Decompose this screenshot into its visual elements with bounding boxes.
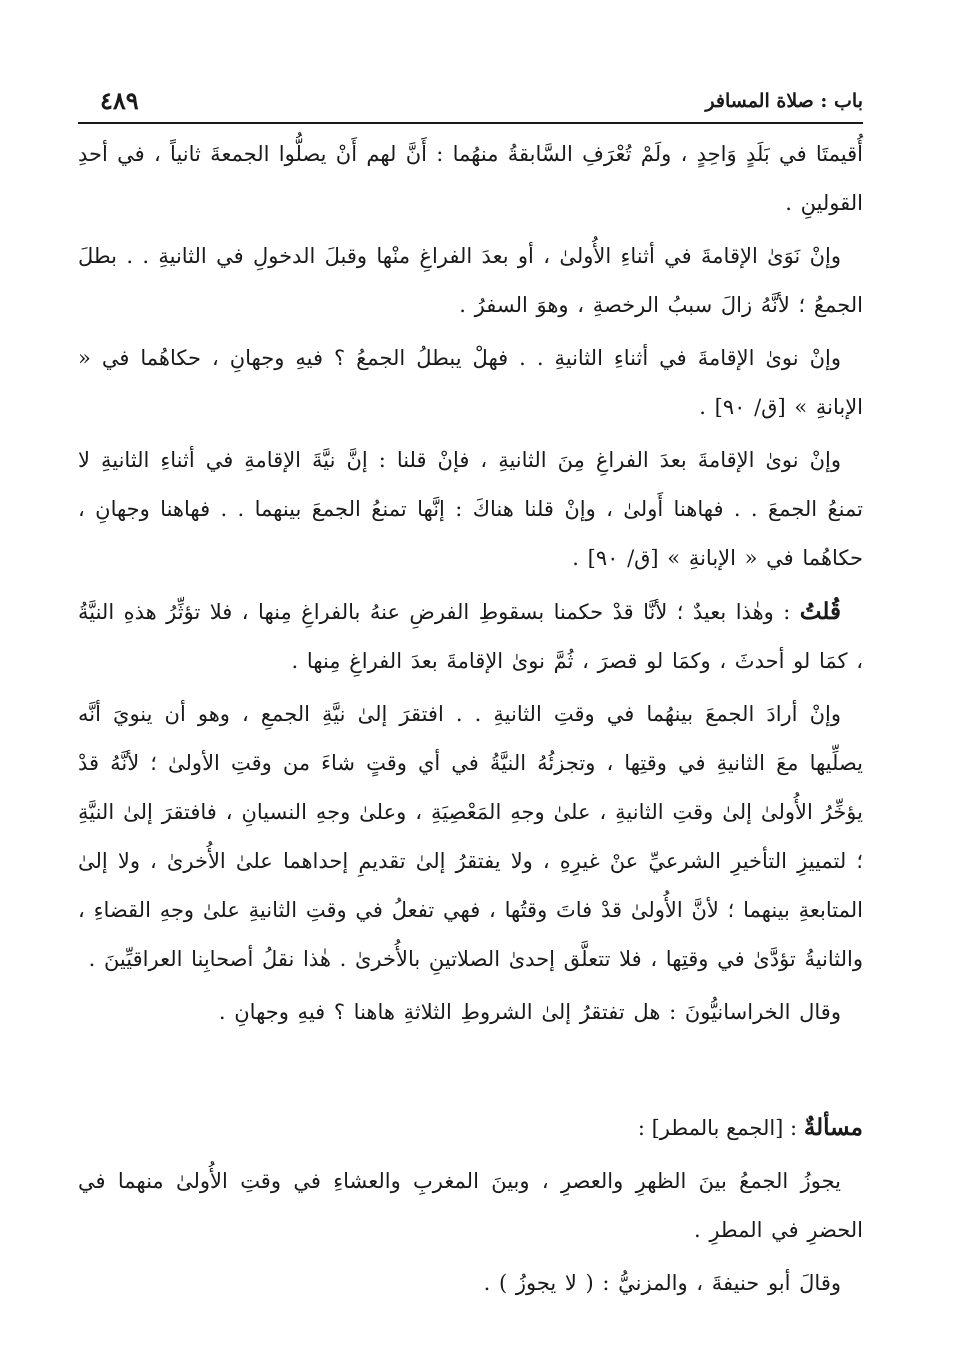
masala-label: مسألةٌ: [803, 1114, 863, 1141]
paragraph: وإنْ نوىٰ الإقامةَ بعدَ الفراغِ مِنَ الثانيةِ ، فإنْ قلنا : إنَّ نيَّةَ الإقامةِ في أثناءِ الثانيةِ لا تمنعُ الجمعَ . . فهاهنا أَولىٰ ، وإنْ قلنا هناكَ : إنَّها تمنعُ الجمعَ بينهما . . فهاهنا وجهانِ ، حكاهُما في « الإبانةِ » [ق/ ٩٠] .: [78, 448, 863, 570]
masala-title: : [الجمع بالمطر] :: [637, 1116, 798, 1140]
paragraph: يجوزُ الجمعُ بينَ الظهرِ والعصرِ ، وبينَ المغربِ والعشاءِ في وقتِ الأُولىٰ منهما في الحضرِ في المطرِ .: [78, 1169, 863, 1242]
paragraph: وقال الخراسانيُّونَ : هل تفتقرُ إلىٰ الشروطِ الثلاثةِ هاهنا ؟ فيهِ وجهانِ .: [218, 1000, 841, 1024]
paragraph: وإنْ نوىٰ الإقامةَ في أثناءِ الثانيةِ . . فهلْ يبطلُ الجمعُ ؟ فيهِ وجهانِ ، حكاهُما في « الإبانةِ » [ق/ ٩٠] .: [78, 346, 863, 419]
paragraph: وإنْ أرادَ الجمعَ بينهُما في وقتِ الثانيةِ . . افتقرَ إلىٰ نيَّةِ الجمعِ ، وهو أن ينويَ أنَّه يصلِّيها معَ الثانيةِ في وقتِها ، وتجزئُهُ النيَّةُ في أي وقتٍ شاءَ من وقتِ الأولىٰ ؛ لأنَّهُ قدْ يؤخِّرُ الأُولىٰ إلىٰ وقتِ الثانيةِ ، علىٰ وجهِ المَعْصِيَةِ ، وعلىٰ وجهِ النسيانِ ، فافتقرَ إلىٰ النيَّةِ ؛ لتمييزِ التأخيرِ الشرعيِّ عنْ غيرِهِ ، ولا يفتقرُ إلىٰ تقديمِ إحداهما علىٰ الأُخرىٰ ، ولا إلىٰ المتابعةِ بينهما ؛ لأنَّ الأُولىٰ قدْ فاتَ وقتُها ، فهي تفعلُ في وقتِ الثانيةِ علىٰ وجهِ القضاءِ ، والثانيةُ تؤدَّىٰ في وقتِها ، فلا تتعلَّق إحدىٰ الصلاتينِ بالأُخرىٰ . هٰذا نقلُ أصحابِنا العراقيِّينَ .: [78, 702, 863, 971]
qultu-paragraph: [78, 587, 863, 686]
paragraph: وإنْ نَوَىٰ الإقامةَ في أثناءِ الأُولىٰ ، أو بعدَ الفراغِ منْها وقبلَ الدخولِ في الثانيةِ . . بطلَ الجمعُ ؛ لأنَّهُ زالَ سببُ الرخصةِ ، وهوَ السفرُ .: [78, 244, 863, 317]
section-spacer: [78, 1041, 863, 1103]
chapter-title: باب : صلاة المسافر: [705, 90, 863, 112]
book-page: [78, 82, 863, 1312]
page-header: [78, 82, 863, 124]
paragraph: وقالَ أبو حنيفةَ ، والمزنيُّ : ( لا يجوزُ ) .: [483, 1271, 841, 1295]
masala-heading: [78, 1103, 863, 1153]
qultu-label: قُلتُ: [799, 598, 841, 625]
page-body: [78, 130, 863, 1308]
page-number: ٤٨٩: [100, 86, 139, 115]
qultu-text: : وهٰذا بعيدٌ ؛ لأنَّا قدْ حكمنا بسقوطِ الفرضِ عنهُ بالفراغِ مِنها ، فلا تؤثِّرُ هذهِ النيَّةُ ، كمَا لو أحدثَ ، وكمَا لو قصرَ ، ثُمَّ نوىٰ الإقامةَ بعدَ الفراغِ مِنها .: [78, 600, 863, 673]
paragraph-continuation: أُقيمتَا في بَلَدٍ وَاحِدٍ ، ولَمْ تُعْرَفِ السَّابقةُ منهُما : أَنَّ لهم أَنْ يصلُّوا الجمعةَ ثانياً ، في أحدِ القولينِ .: [78, 142, 863, 215]
